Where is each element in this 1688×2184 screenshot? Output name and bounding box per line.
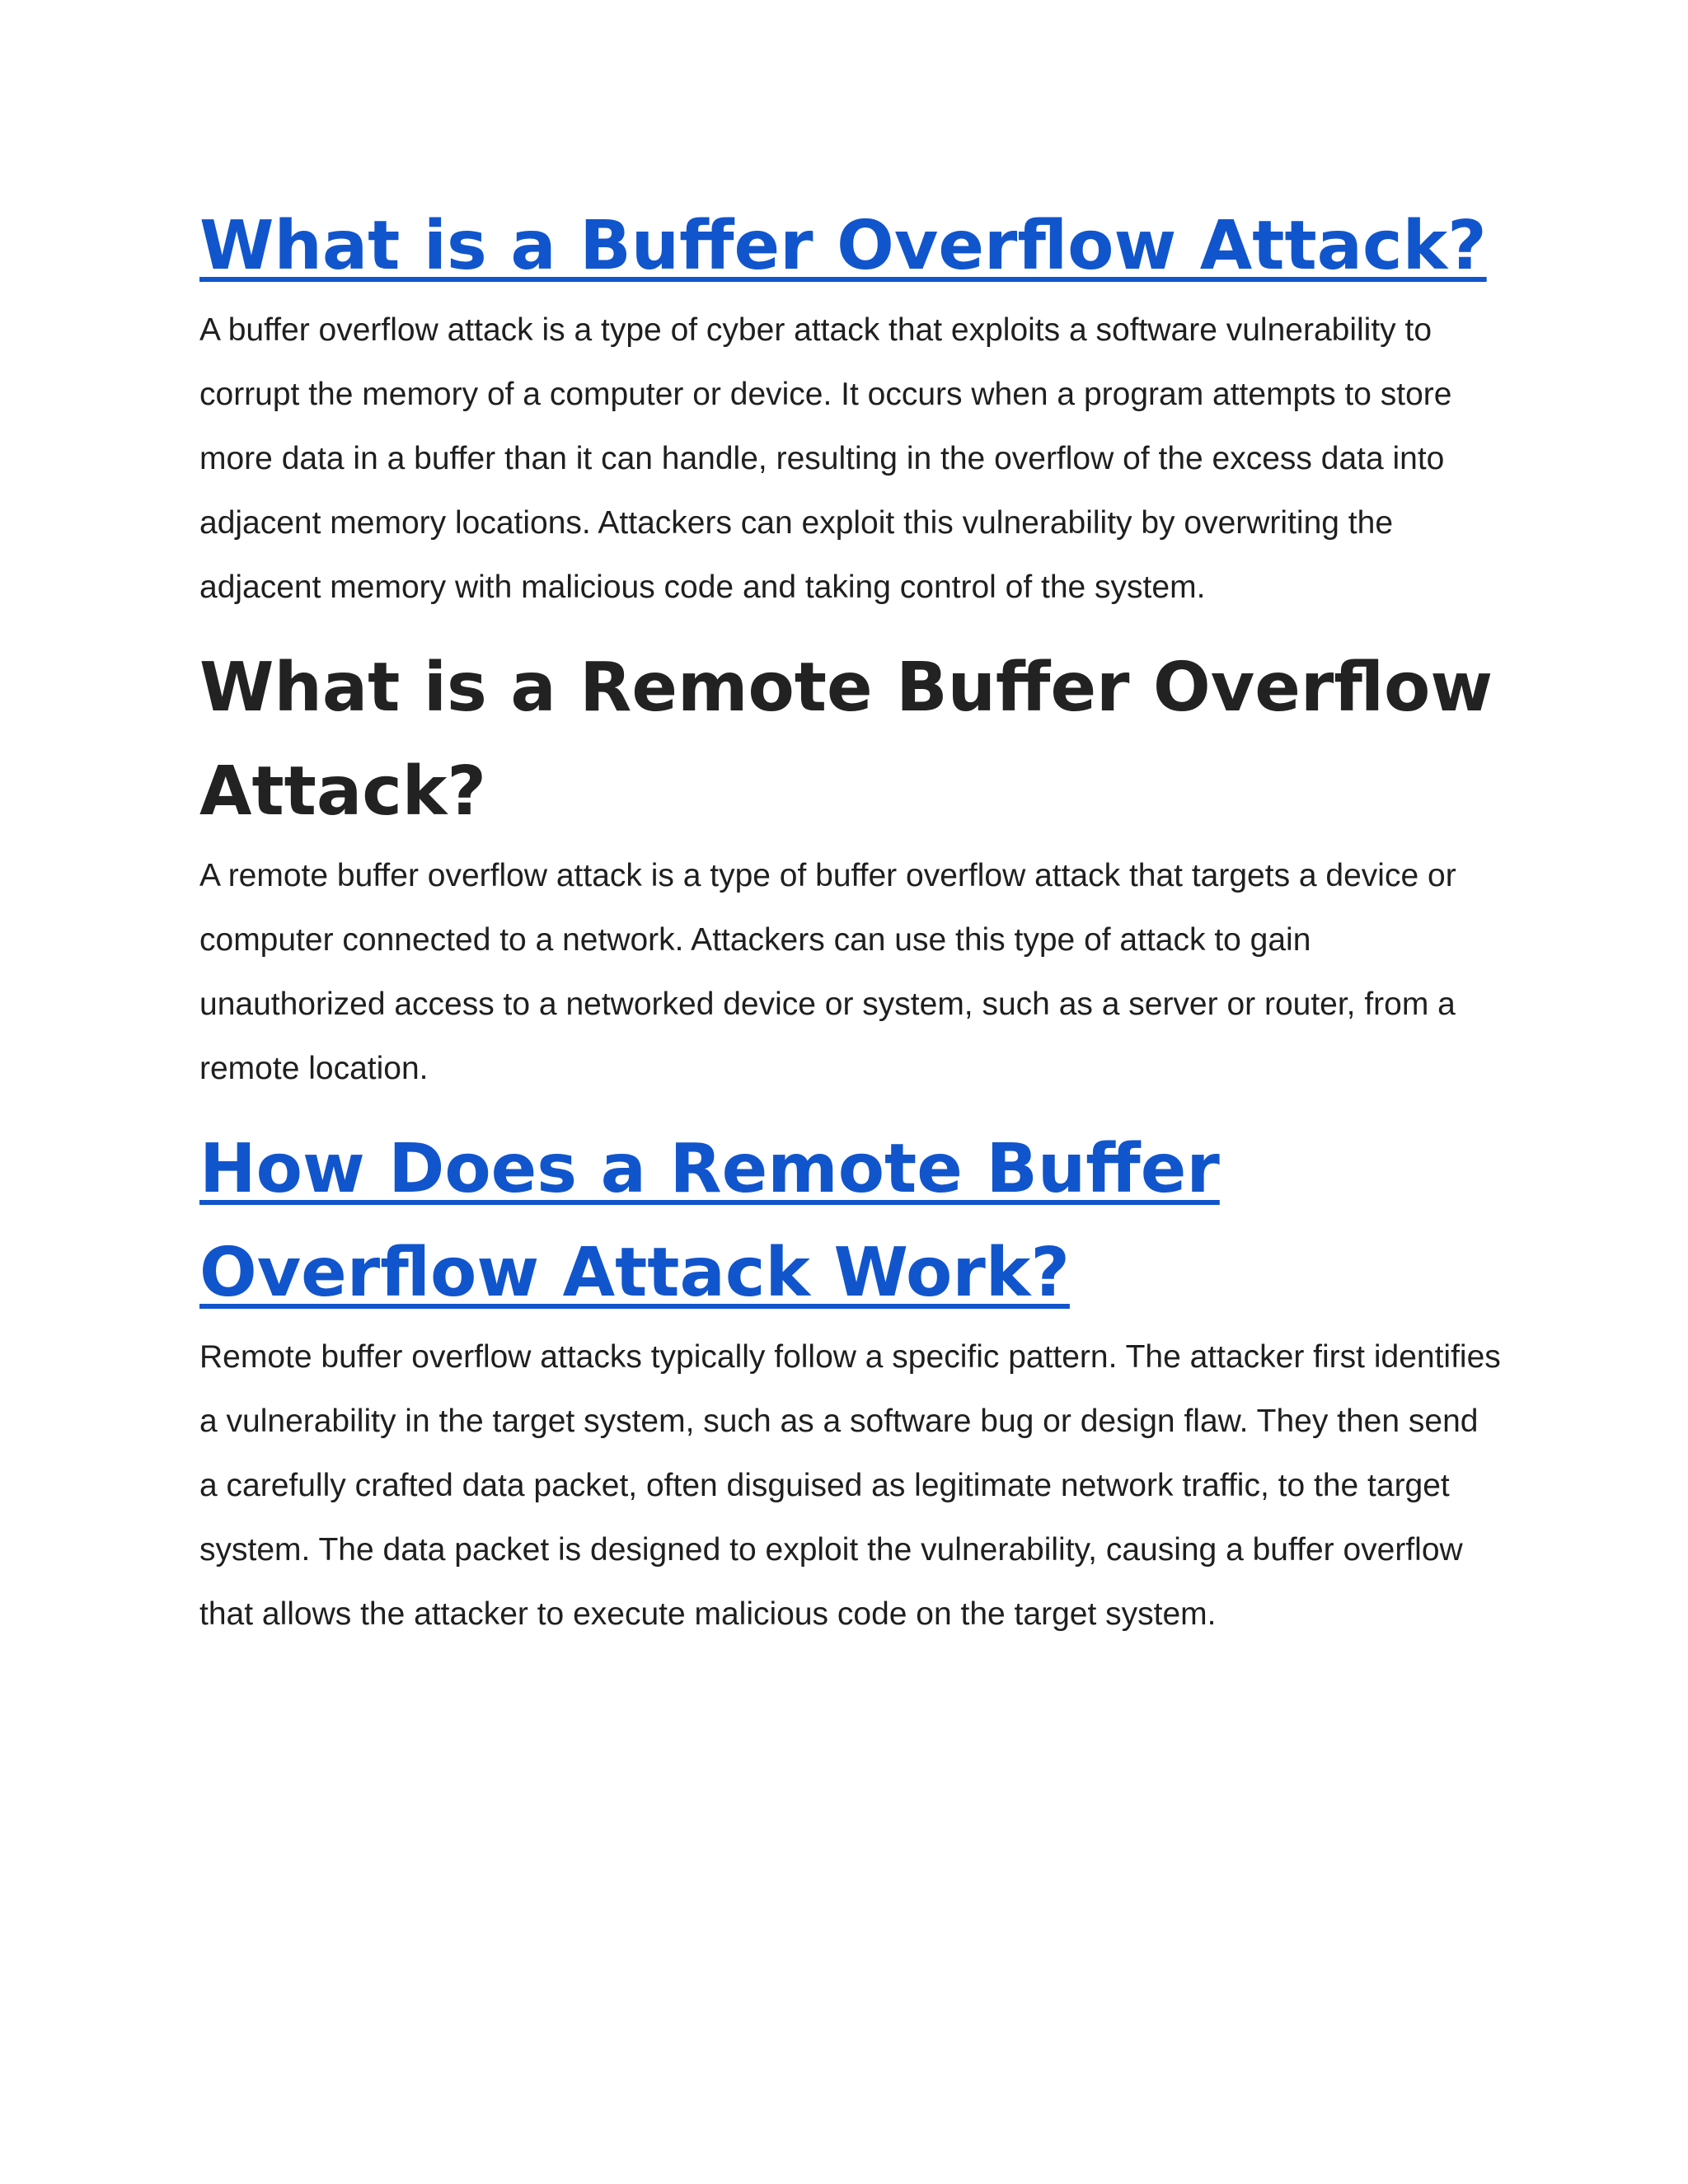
section-heading-remote-buffer-overflow: What is a Remote Buffer Overflow Attack? (199, 649, 1493, 831)
heading-link-buffer-overflow[interactable]: What is a Buffer Overflow Attack? (199, 207, 1487, 285)
document-content (199, 194, 1502, 1647)
section-body-buffer-overflow: A buffer overflow attack is a type of cyber attack that exploits a software vulnerability to corrupt the memory of a computer or device. It occurs when a program attempts to store more data in a buffer than it can handle, resulting in the overflow of the excess data into adjacent memory locations. Attackers can exploit this vulnerability by overwriting the adjacent memory with malicious code and taking control of the system. (199, 312, 1452, 605)
heading-link-how-it-works[interactable]: How Does a Remote Buffer Overflow Attack Work? (199, 1130, 1220, 1312)
section-heading-buffer-overflow[interactable] (199, 194, 1502, 298)
section-heading-how-it-works[interactable] (199, 1118, 1502, 1325)
section-body-remote-buffer-overflow: A remote buffer overflow attack is a type of buffer overflow attack that targets a device or computer connected to a network. Attackers can use this type of attack to gain unauthorized access to a networked device or system, such as a server or router, from a remote location. (199, 858, 1456, 1086)
section-body-how-it-works: Remote buffer overflow attacks typically follow a specific pattern. The attacker first identifies a vulnerability in the target system, such as a software bug or design flaw. They then send a carefully crafted data packet, often disguised as legitimate network traffic, to the target system. The data packet is designed to exploit the vulnerability, causing a buffer overflow that allows the attacker to execute malicious code on the target system. (199, 1339, 1501, 1632)
